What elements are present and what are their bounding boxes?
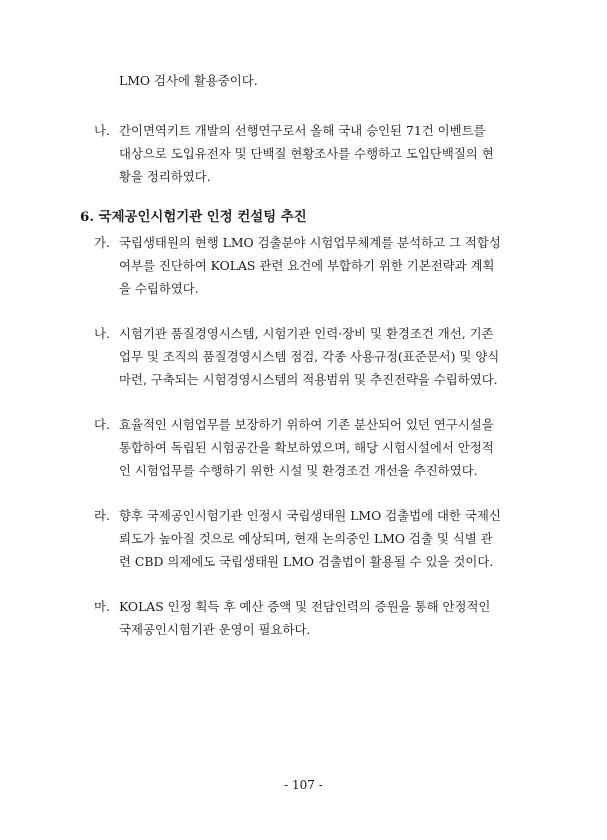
paragraph-line: KOLAS 인정 획득 후 예산 증액 및 전담인력의 증원을 통해 안정적인 (119, 599, 491, 614)
item-marker: 나. (94, 123, 110, 138)
paragraph-line: 업무 및 조직의 품질경영시스템 점검, 각종 사용규정(표준문서) 및 양식 (119, 349, 500, 364)
continuation-line: LMO 검사에 활용중이다. (119, 73, 258, 88)
paragraph-line: 뢰도가 높아질 것으로 예상되며, 현재 논의중인 LMO 검출 및 식별 관 (119, 531, 493, 546)
paragraph-line: 간이면역키트 개발의 선행연구로서 올해 국내 승인된 71건 이벤트를 (119, 123, 486, 138)
item-marker: 나. (94, 326, 110, 341)
item-marker: 라. (94, 508, 110, 523)
paragraph-line: 대상으로 도입유전자 및 단백질 현황조사를 수행하고 도입단백질의 현 (119, 146, 494, 161)
paragraph-line: 여부를 진단하여 KOLAS 관련 요건에 부합하기 위한 기본전략과 계획 (119, 258, 495, 273)
item-marker: 다. (94, 417, 110, 432)
paragraph-line: 향후 국제공인시험기관 인정시 국립생태원 LMO 검출법에 대한 국제신 (119, 508, 501, 523)
paragraph-line: 인 시험업무를 수행하기 위한 시설 및 환경조건 개선을 추진하였다. (119, 463, 478, 478)
paragraph-line: 을 수립하였다. (119, 281, 199, 296)
paragraph-line: 통합하여 독립된 시험공간을 확보하였으며, 해당 시험시설에서 안정적 (119, 440, 494, 455)
paragraph-line: 국제공인시험기관 운영이 필요하다. (119, 622, 311, 637)
paragraph-line: 황을 정리하였다. (119, 169, 211, 184)
item-marker: 가. (94, 235, 110, 250)
section-heading: 6. 국제공인시험기관 인정 컨설팅 추진 (80, 209, 307, 225)
paragraph-line: 마련, 구축되는 시험경영시스템의 적용범위 및 추진전략을 수립하였다. (119, 372, 498, 387)
paragraph-line: 효율적인 시험업무를 보장하기 위하여 기존 분산되어 있던 연구시설을 (119, 417, 494, 432)
page-number: - 107 - (284, 778, 323, 792)
paragraph-line: 시험기관 품질경영시스템, 시험기관 인력·장비 및 환경조건 개선, 기존 (119, 326, 494, 341)
item-marker: 마. (94, 599, 110, 614)
paragraph-line: 국립생태원의 현행 LMO 검출분야 시험업무체계를 분석하고 그 적합성 (119, 235, 501, 250)
paragraph-line: 련 CBD 의제에도 국립생태원 LMO 검출법이 활용될 수 있을 것이다. (119, 554, 494, 569)
